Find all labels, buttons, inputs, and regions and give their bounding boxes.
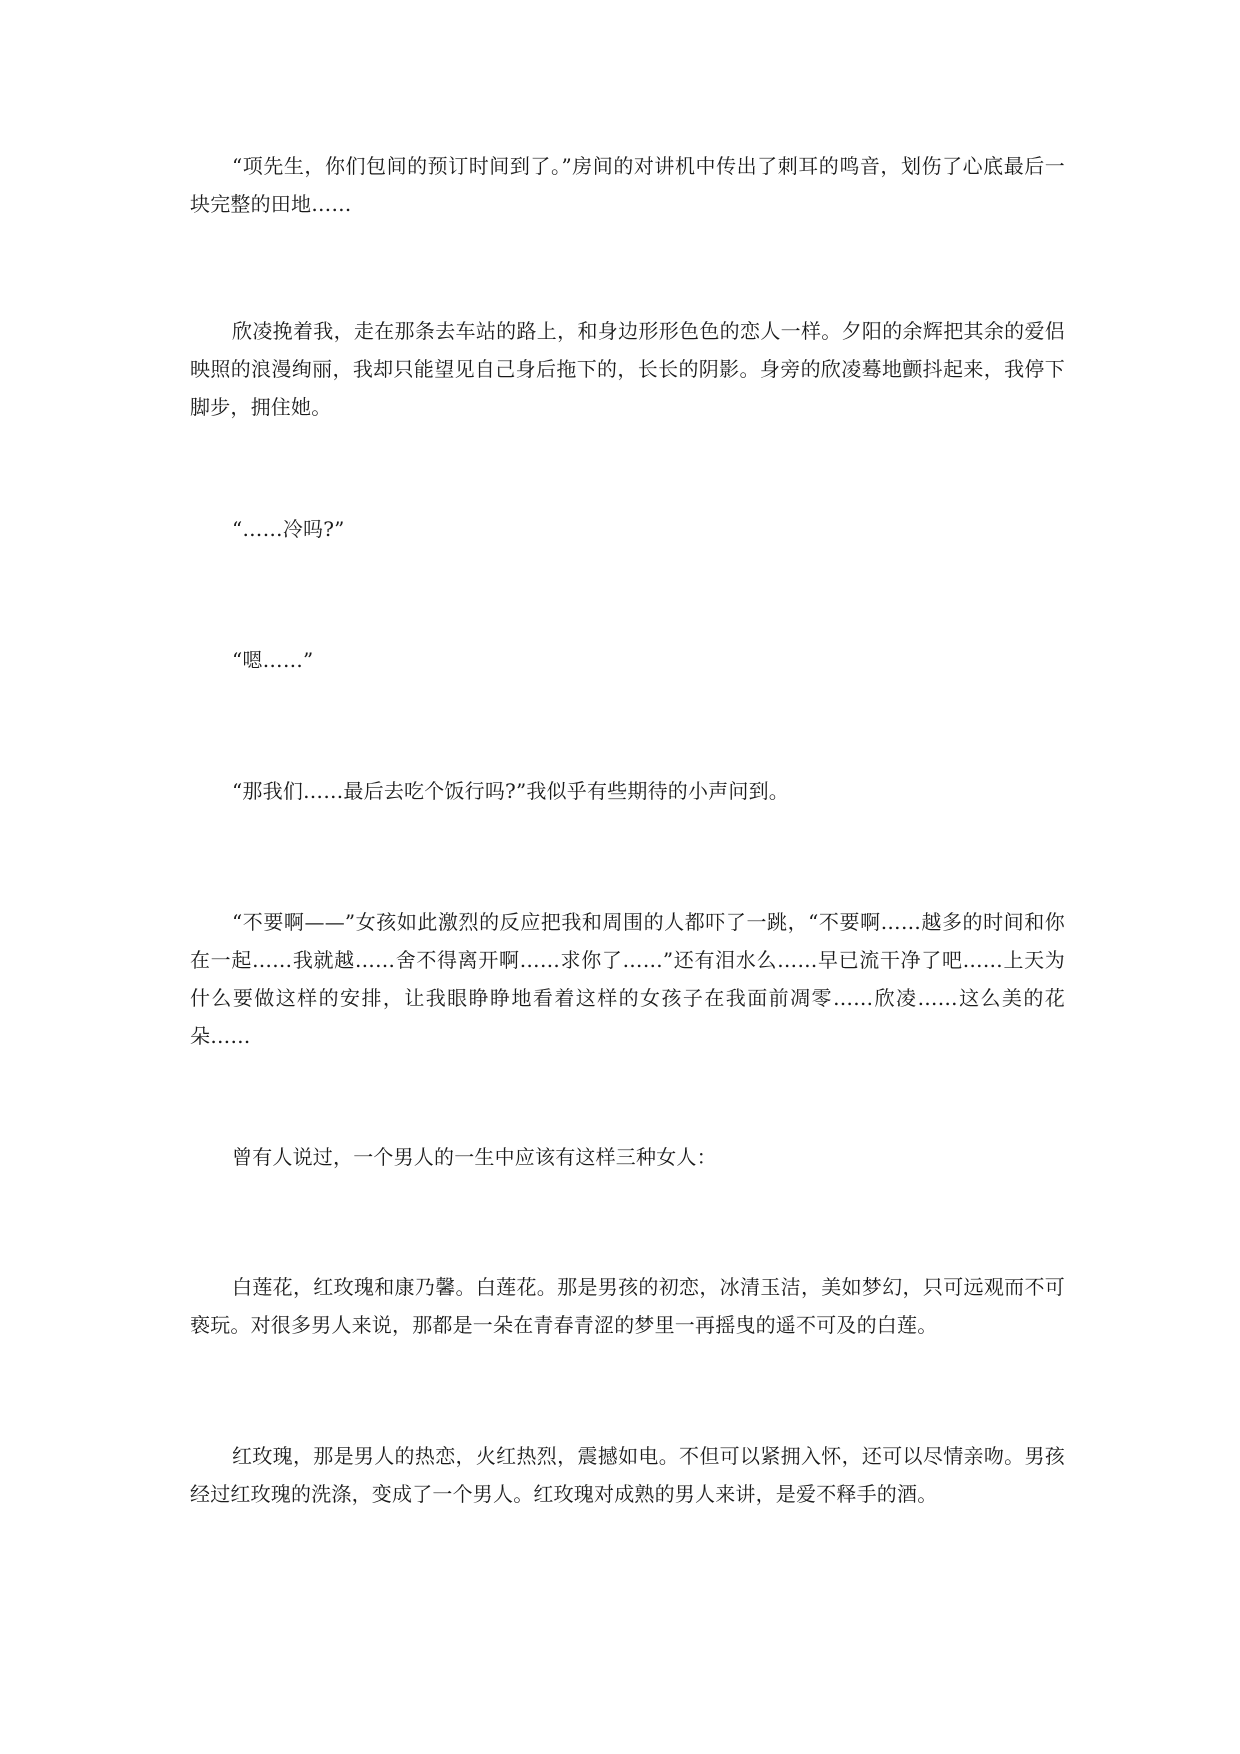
paragraph-9: 红玫瑰，那是男人的热恋，火红热烈，震撼如电。不但可以紧拥入怀，还可以尽情亲吻。男孩经过红玫瑰的洗涤，变成了一个男人。红玫瑰对成熟的男人来讲，是爱不释手的酒。 bbox=[190, 1444, 1065, 1506]
paragraph-2: 欣凌挽着我，走在那条去车站的路上，和身边形形色色的恋人一样。夕阳的余辉把其余的爱侣映照的浪漫绚丽，我却只能望见自己身后拖下的，长长的阴影。身旁的欣凌蓦地颤抖起来，我停下脚步，拥住她。 bbox=[190, 319, 1065, 419]
paragraph-7: 曾有人说过，一个男人的一生中应该有这样三种女人： bbox=[232, 1145, 717, 1169]
paragraph-6: “不要啊——”女孩如此激烈的反应把我和周围的人都吓了一跳，“不要啊……越多的时间和你在一起……我就越……舍不得离开啊……求你了……”还有泪水么……早已流干净了吧……上天为什么要做这样的安排，让我眼睁睁地看着这样的女孩子在我面前凋零……欣凌……这么美的花朵…… bbox=[190, 910, 1065, 1048]
paragraph-4: “嗯……” bbox=[232, 648, 314, 672]
paragraph-8: 白莲花，红玫瑰和康乃馨。白莲花。那是男孩的初恋，冰清玉洁，美如梦幻，只可远观而不可亵玩。对很多男人来说，那都是一朵在青春青涩的梦里一再摇曳的遥不可及的白莲。 bbox=[190, 1275, 1065, 1337]
paragraph-5: “那我们……最后去吃个饭行吗?”我似乎有些期待的小声问到。 bbox=[232, 779, 789, 803]
paragraph-1: “项先生，你们包间的预订时间到了。”房间的对讲机中传出了刺耳的鸣音，划伤了心底最后一块完整的田地…… bbox=[190, 154, 1065, 216]
paragraph-3: “……冷吗?” bbox=[232, 517, 345, 541]
